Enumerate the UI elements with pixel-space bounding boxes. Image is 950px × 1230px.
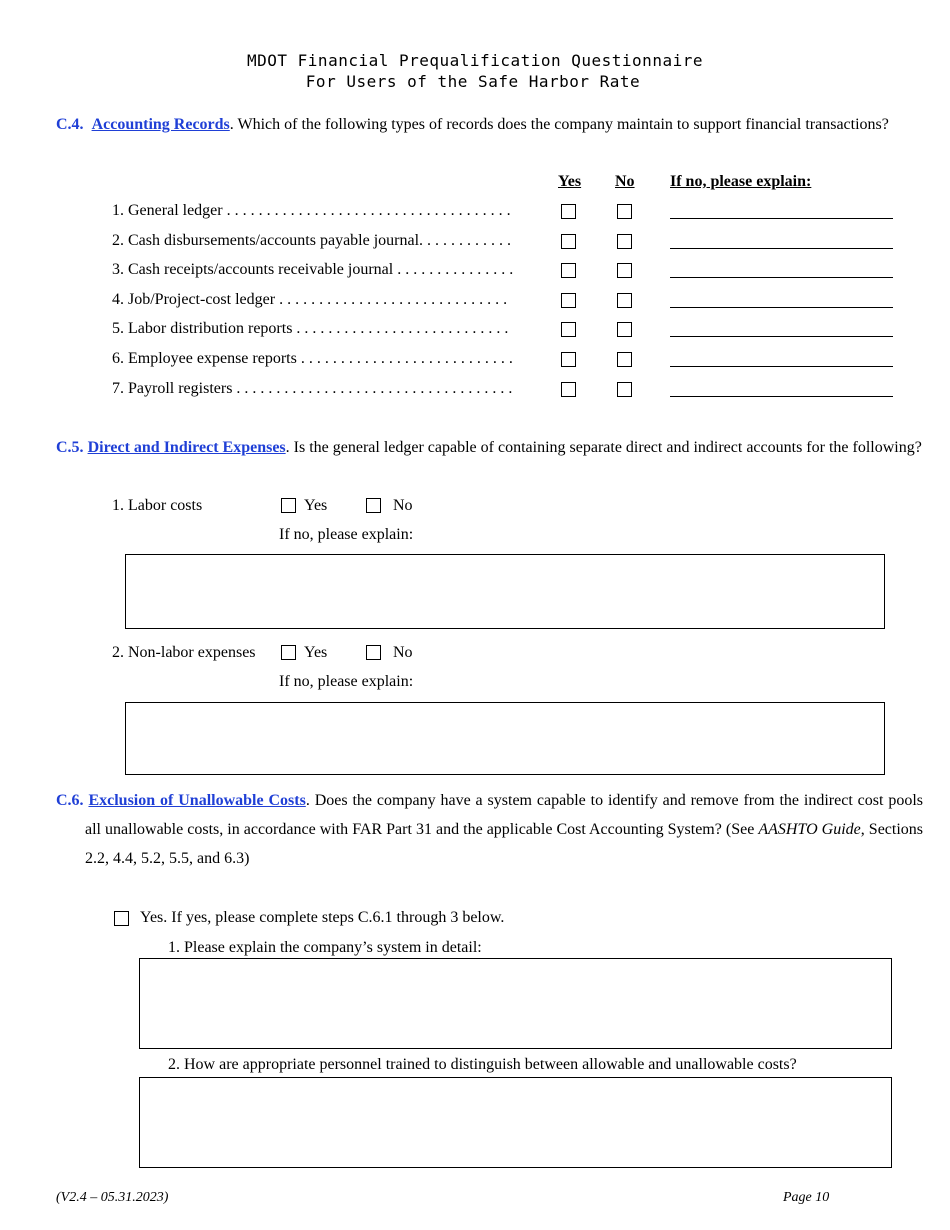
step1-answer-box[interactable] [139, 958, 892, 1049]
non-labor-no-checkbox[interactable] [366, 645, 381, 660]
section-number: C.6. [56, 792, 84, 809]
section-number: C.4. [56, 116, 84, 133]
section-c6-text-end: , Sections 2.2, 4.4, 5.2, 5.5, and 6.3) [85, 821, 924, 867]
record-explain-line[interactable] [670, 218, 893, 219]
record-yes-checkbox[interactable] [561, 322, 576, 337]
non-labor-label: 2. Non-labor expenses [112, 644, 256, 661]
labor-costs-yes-checkbox[interactable] [281, 498, 296, 513]
non-labor-explain-box[interactable] [125, 702, 885, 775]
section-c4-text: . Which of the following types of records does the company maintain to support financial transactions? [229, 116, 889, 133]
record-no-checkbox[interactable] [617, 322, 632, 337]
unallowable-yes-label: Yes. If yes, please complete steps C.6.1 through 3 below. [140, 909, 505, 926]
column-header-no: No [615, 173, 635, 190]
record-label: 4. Job/Project-cost ledger . . . . . . . . . . . . . . . . . . . . . . . . . . . . . [112, 291, 508, 308]
record-no-checkbox[interactable] [617, 234, 632, 249]
record-label: 2. Cash disbursements/accounts payable journal. . . . . . . . . . . . [112, 232, 512, 249]
record-no-checkbox[interactable] [617, 352, 632, 367]
record-label: 3. Cash receipts/accounts receivable journal . . . . . . . . . . . . . . . [112, 261, 514, 278]
record-label: 1. General ledger . . . . . . . . . . . . . . . . . . . . . . . . . . . . . . . . . . . . [112, 202, 511, 219]
section-c5-text: . Is the general ledger capable of containing separate direct and indirect accounts for the following? [285, 439, 922, 456]
step1-prompt: 1. Please explain the company’s system in detail: [168, 939, 482, 956]
aashto-guide-ref: AASHTO Guide [758, 821, 861, 838]
unallowable-yes-checkbox[interactable] [114, 911, 129, 926]
record-label: 6. Employee expense reports . . . . . . . . . . . . . . . . . . . . . . . . . . . [112, 350, 513, 367]
record-yes-checkbox[interactable] [561, 293, 576, 308]
labor-costs-label: 1. Labor costs [112, 497, 203, 514]
section-c5-intro [56, 433, 923, 462]
step2-prompt: 2. How are appropriate personnel trained to distinguish between allowable and unallowable costs? [168, 1056, 797, 1073]
section-link-direct-indirect[interactable]: Direct and Indirect Expenses [87, 439, 286, 456]
record-explain-line[interactable] [670, 366, 893, 367]
record-explain-line[interactable] [670, 248, 893, 249]
record-explain-line[interactable] [670, 396, 893, 397]
step2-answer-box[interactable] [139, 1077, 892, 1168]
page-number: Page 10 [783, 1190, 830, 1205]
non-labor-no-label: No [393, 644, 413, 661]
record-explain-line[interactable] [670, 307, 893, 308]
record-yes-checkbox[interactable] [561, 352, 576, 367]
column-header-yes: Yes [558, 173, 582, 190]
labor-costs-explain-label: If no, please explain: [279, 526, 414, 543]
record-no-checkbox[interactable] [617, 382, 632, 397]
record-yes-checkbox[interactable] [561, 204, 576, 219]
record-label: 5. Labor distribution reports . . . . . . . . . . . . . . . . . . . . . . . . . . . [112, 320, 509, 337]
labor-costs-explain-box[interactable] [125, 554, 885, 629]
record-no-checkbox[interactable] [617, 204, 632, 219]
record-yes-checkbox[interactable] [561, 263, 576, 278]
section-number: C.5. [56, 439, 84, 456]
record-yes-checkbox[interactable] [561, 234, 576, 249]
non-labor-explain-label: If no, please explain: [279, 673, 414, 690]
labor-costs-no-checkbox[interactable] [366, 498, 381, 513]
section-c6-text: . Does the company have a system capable to identify and remove from the indirect cost pools all unallowable costs, in accordance with FAR Part 31 and the applicable Cost Accounting System? (See [85, 792, 923, 838]
section-c4-intro [56, 110, 894, 139]
section-link-accounting-records[interactable]: Accounting Records [91, 116, 230, 133]
record-no-checkbox[interactable] [617, 293, 632, 308]
record-label: 7. Payroll registers . . . . . . . . . . . . . . . . . . . . . . . . . . . . . . . . . . . [112, 380, 513, 397]
document-title: MDOT Financial Prequalification Questionnaire [247, 51, 703, 70]
record-no-checkbox[interactable] [617, 263, 632, 278]
non-labor-yes-label: Yes [304, 644, 328, 661]
column-header-explain: If no, please explain: [670, 173, 812, 190]
labor-costs-no-label: No [393, 497, 413, 514]
document-subtitle: For Users of the Safe Harbor Rate [305, 72, 641, 91]
non-labor-yes-checkbox[interactable] [281, 645, 296, 660]
labor-costs-yes-label: Yes [304, 497, 328, 514]
section-link-unallowable-costs[interactable]: Exclusion of Unallowable Costs [88, 792, 306, 809]
record-explain-line[interactable] [670, 277, 893, 278]
version-footer: (V2.4 – 05.31.2023) [56, 1190, 169, 1205]
record-explain-line[interactable] [670, 336, 893, 337]
section-c6-intro [56, 786, 923, 873]
record-yes-checkbox[interactable] [561, 382, 576, 397]
